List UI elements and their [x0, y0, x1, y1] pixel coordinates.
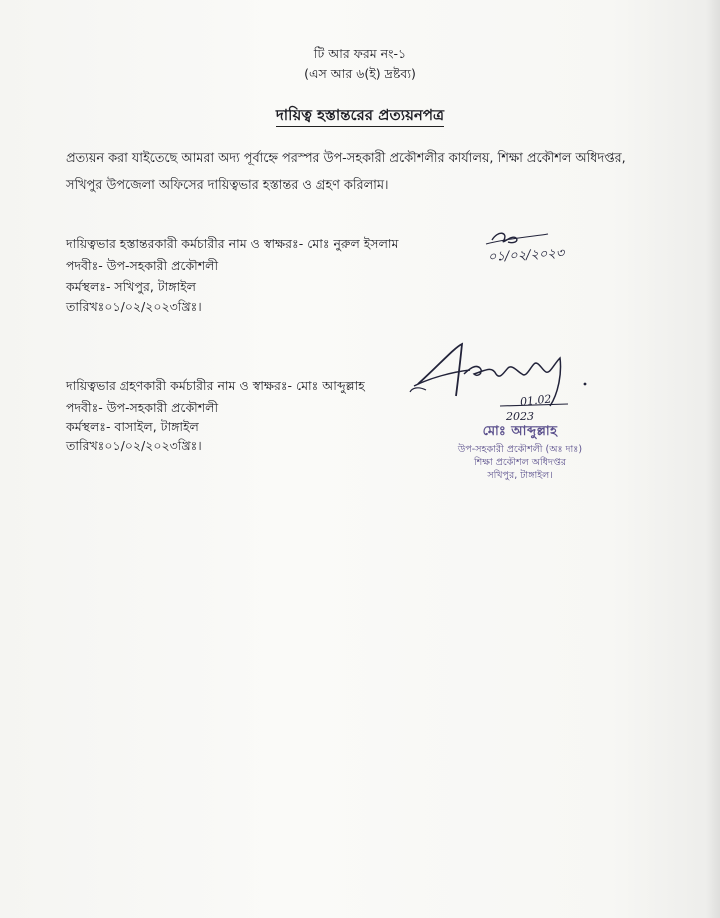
takeover-workplace-line: কর্মস্থলঃ- বাসাইল, টাঙ্গাইল [66, 419, 199, 434]
takeover-date-line: তারিখঃ০১/০২/২০২৩খ্রিঃ। [66, 438, 202, 453]
takeover-signature-date-year: 2023 [506, 410, 534, 423]
certification-paragraph [66, 145, 681, 199]
handover-workplace-line: কর্মস্থলঃ- সখিপুর, টাঙ্গাইল [66, 279, 196, 294]
certification-line-1: প্রত্যয়ন করা যাইতেছে আমরা অদ্য পূর্বাহ্নে পরস্পর উপ-সহকারী প্রকৌশলীর কার্যালয়, শিক্ষা প্রকৌশল অধিদপ্তর, [66, 151, 626, 166]
official-seal [420, 422, 620, 482]
form-number: টি আর ফরম নং-১ [313, 46, 407, 61]
seal-name: মোঃ আব্দুল্লাহ [482, 424, 558, 439]
certification-line-2: সখিপুর উপজেলা অফিসের দায়িত্বভার হস্তান্তর ও গ্রহণ করিলাম। [66, 178, 389, 193]
form-reference: (এস আর ৬(ই) দ্রষ্টব্য) [304, 66, 416, 81]
seal-office: শিক্ষা প্রকৌশল অধিদপ্তর [473, 457, 567, 468]
document-title-text: দায়িত্ব হস্তান্তরের প্রত্যয়নপত্র [276, 106, 444, 127]
handover-date-line: তারিখঃ০১/০২/২০২৩খ্রিঃ। [66, 299, 202, 314]
takeover-name-line: দায়িত্বভার গ্রহণকারী কর্মচারীর নাম ও স্বাক্ষরঃ- মোঃ আব্দুল্লাহ [66, 378, 365, 393]
takeover-designation-line: পদবীঃ- উপ-সহকারী প্রকৌশলী [66, 400, 219, 415]
takeover-signature [400, 334, 600, 424]
seal-location: সখিপুর, টাঙ্গাইল। [487, 470, 553, 481]
handover-name-line: দায়িত্বভার হস্তান্তরকারী কর্মচারীর নাম ও স্বাক্ষরঃ- মোঃ নুরুল ইসলাম [66, 236, 399, 251]
seal-designation: উপ-সহকারী প্রকৌশলী (অঃ দাঃ) [457, 444, 583, 455]
document-title [0, 104, 720, 129]
handover-designation-line: পদবীঃ- উপ-সহকারী প্রকৌশলী [66, 258, 219, 273]
handover-signature-date: ০১/০২/২০২৩ [487, 246, 565, 265]
page-edge-shadow [706, 0, 720, 918]
takeover-signature-date-day-month: 01.02 [519, 392, 553, 409]
